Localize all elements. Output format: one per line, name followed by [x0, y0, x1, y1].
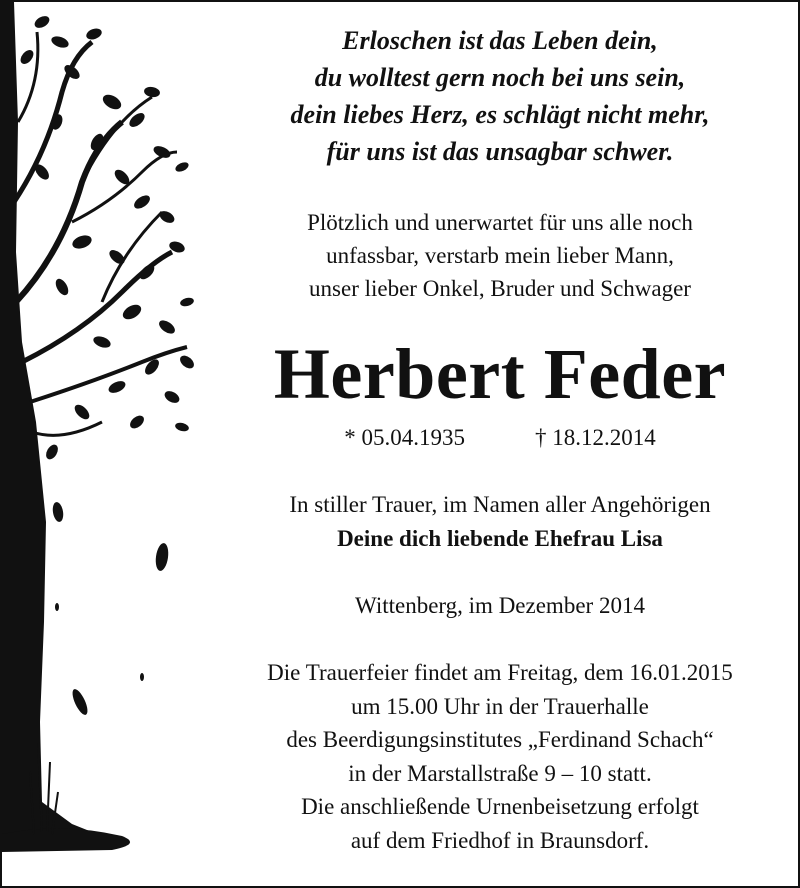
life-dates: [212, 422, 788, 454]
funeral-line: in der Marstallstraße 9 – 10 statt.: [348, 760, 652, 786]
notice-text: [212, 2, 788, 886]
birth-date: * 05.04.1935: [344, 425, 465, 450]
mourning-line: In stiller Trauer, im Namen aller Angehörigen: [289, 492, 711, 517]
memorial-poem: [212, 22, 788, 170]
place-and-date: Wittenberg, im Dezember 2014: [355, 593, 645, 618]
poem-line: für uns ist das unsagbar schwer.: [326, 137, 674, 166]
deceased-name: Herbert Feder: [273, 334, 727, 414]
announcement-line: unfassbar, verstarb mein lieber Mann,: [326, 243, 674, 268]
funeral-line: Die anschließende Urnenbeisetzung erfolgt: [301, 794, 699, 819]
poem-line: Erloschen ist das Leben dein,: [342, 26, 658, 55]
funeral-line: auf dem Friedhof in Braunsdorf.: [350, 827, 650, 853]
poem-line: dein liebes Herz, es schlägt nicht mehr,: [290, 100, 710, 129]
announcement-line: unser lieber Onkel, Bruder und Schwager: [309, 276, 691, 301]
death-announcement: [212, 206, 788, 305]
death-date: † 18.12.2014: [535, 425, 656, 450]
funeral-line: Die Trauerfeier findet am Freitag, dem 16.01.2015: [267, 660, 733, 685]
funeral-details: [212, 656, 788, 857]
funeral-line: des Beerdigungsinstitutes „Ferdinand Schach“: [286, 727, 714, 752]
poem-line: du wolltest gern noch bei uns sein,: [314, 63, 686, 92]
tree-silhouette-illustration: [2, 2, 202, 886]
signatory: Deine dich liebende Ehefrau Lisa: [337, 526, 663, 551]
mourning-signature: [212, 488, 788, 556]
funeral-line: um 15.00 Uhr in der Trauerhalle: [351, 693, 649, 719]
announcement-line: Plötzlich und unerwartet für uns alle noch: [307, 210, 693, 235]
